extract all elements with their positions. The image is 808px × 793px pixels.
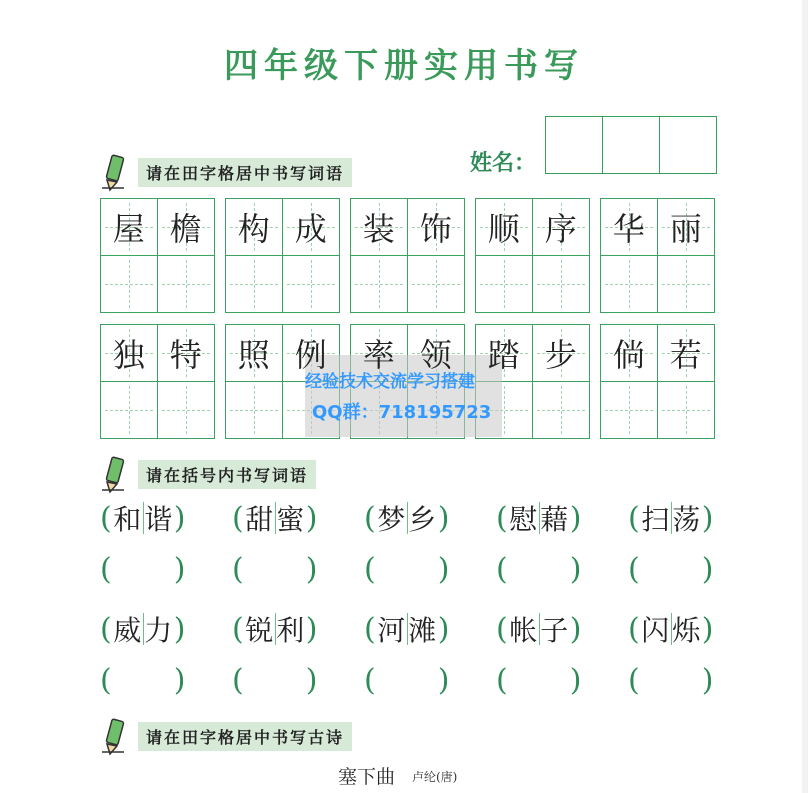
name-label: 姓名： — [470, 151, 537, 176]
section-label: 请在田字格居中书写词语 — [138, 158, 352, 187]
paren-word: ( 锐 利 ) — [232, 609, 322, 649]
character: 慰 — [509, 503, 538, 536]
character-cell — [226, 325, 283, 382]
character: 蜜 — [276, 503, 305, 536]
paren-blank-row-1 — [100, 552, 718, 587]
character: 河 — [377, 614, 406, 647]
word-block — [225, 198, 340, 313]
paren-blank[interactable]: ( ) — [364, 552, 450, 587]
character: 构 — [237, 209, 270, 248]
character: 若 — [669, 335, 702, 374]
poem-title: 塞下曲 — [338, 766, 396, 788]
word-block — [600, 198, 715, 313]
character: 例 — [294, 335, 327, 374]
paren-row-1 — [100, 498, 718, 538]
writing-cell[interactable] — [101, 382, 158, 439]
writing-cell[interactable] — [476, 256, 533, 313]
paren-blank[interactable]: ( ) — [232, 663, 318, 698]
poem-author: 卢纶(唐) — [412, 770, 458, 784]
paren-word: ( 扫 荡 ) — [628, 498, 718, 538]
paren-word: ( 和 谐 ) — [100, 498, 190, 538]
character-cell — [533, 199, 590, 256]
paren-blank[interactable]: ( ) — [628, 663, 714, 698]
character: 荡 — [672, 503, 701, 536]
character: 和 — [113, 503, 142, 536]
character: 扫 — [641, 503, 670, 536]
character: 领 — [419, 335, 452, 374]
name-box[interactable] — [603, 117, 660, 173]
character: 屋 — [112, 209, 145, 248]
writing-cell[interactable] — [283, 256, 340, 313]
character: 谐 — [144, 503, 173, 536]
character-cell — [158, 199, 215, 256]
character-cell — [283, 199, 340, 256]
paren-word: ( 梦 乡 ) — [364, 498, 454, 538]
writing-cell[interactable] — [351, 256, 408, 313]
paren-word: ( 慰 藉 ) — [496, 498, 586, 538]
paren-word: ( 威 力 ) — [100, 609, 190, 649]
section-label: 请在田字格居中书写古诗 — [138, 722, 352, 751]
paren-blank[interactable]: ( ) — [628, 552, 714, 587]
pencil-icon — [100, 716, 128, 756]
paren-blank-row-2 — [100, 663, 718, 698]
paren-blank[interactable]: ( ) — [496, 552, 582, 587]
writing-cell[interactable] — [601, 256, 658, 313]
character: 饰 — [419, 209, 452, 248]
pencil-icon — [100, 152, 128, 192]
writing-cell[interactable] — [226, 382, 283, 439]
paren-blank[interactable]: ( ) — [232, 552, 318, 587]
writing-cell[interactable] — [158, 256, 215, 313]
character: 檐 — [169, 209, 202, 248]
character-cell — [658, 325, 715, 382]
character: 威 — [113, 614, 142, 647]
writing-cell[interactable] — [408, 256, 465, 313]
character: 成 — [294, 209, 327, 248]
word-block — [100, 198, 215, 313]
character-cell — [533, 325, 590, 382]
character-cell — [476, 199, 533, 256]
character: 利 — [276, 614, 305, 647]
character: 序 — [544, 209, 577, 248]
paren-row-2 — [100, 609, 718, 649]
writing-cell[interactable] — [226, 256, 283, 313]
character: 子 — [540, 614, 569, 647]
character: 装 — [362, 209, 395, 248]
character: 率 — [362, 335, 395, 374]
section-label: 请在括号内书写词语 — [138, 460, 316, 489]
word-block — [350, 198, 465, 313]
watermark-qq: QQ群：718195723 — [312, 402, 492, 423]
character: 锐 — [245, 614, 274, 647]
character-cell — [658, 199, 715, 256]
word-block — [475, 198, 590, 313]
character-cell — [601, 199, 658, 256]
writing-cell[interactable] — [658, 382, 715, 439]
character: 独 — [112, 335, 145, 374]
character: 特 — [169, 335, 202, 374]
word-block — [100, 324, 215, 439]
writing-cell[interactable] — [158, 382, 215, 439]
paren-word: ( 河 滩 ) — [364, 609, 454, 649]
writing-cell[interactable] — [601, 382, 658, 439]
writing-cell[interactable] — [533, 382, 590, 439]
writing-cell[interactable] — [533, 256, 590, 313]
section-header-1 — [100, 152, 352, 192]
word-block — [600, 324, 715, 439]
paren-word: ( 帐 子 ) — [496, 609, 586, 649]
character: 照 — [237, 335, 270, 374]
tianzi-row-1 — [100, 198, 715, 313]
character: 闪 — [641, 614, 670, 647]
character-cell — [351, 199, 408, 256]
character-cell — [408, 199, 465, 256]
character-cell — [101, 325, 158, 382]
name-input-boxes[interactable] — [545, 116, 717, 174]
character: 力 — [144, 614, 173, 647]
writing-cell[interactable] — [101, 256, 158, 313]
character-cell — [226, 199, 283, 256]
page-title: 四年级下册实用书写 — [224, 46, 584, 86]
character-cell — [101, 199, 158, 256]
character: 甜 — [245, 503, 274, 536]
name-box[interactable] — [546, 117, 603, 173]
character: 滩 — [408, 614, 437, 647]
character: 帐 — [509, 614, 538, 647]
character: 藉 — [540, 503, 569, 536]
character: 丽 — [669, 209, 702, 248]
writing-cell[interactable] — [658, 256, 715, 313]
character: 烁 — [672, 614, 701, 647]
paren-word: ( 甜 蜜 ) — [232, 498, 322, 538]
name-box[interactable] — [660, 117, 716, 173]
character: 步 — [544, 335, 577, 374]
paren-blank[interactable]: ( ) — [496, 663, 582, 698]
character-cell — [158, 325, 215, 382]
section-header-2 — [100, 454, 316, 494]
paren-blank[interactable]: ( ) — [364, 663, 450, 698]
character: 华 — [612, 209, 645, 248]
character: 梦 — [377, 503, 406, 536]
section-header-3 — [100, 716, 352, 756]
character: 乡 — [408, 503, 437, 536]
character: 顺 — [487, 209, 520, 248]
character-cell — [601, 325, 658, 382]
pencil-icon — [100, 454, 128, 494]
watermark-text: 经验技术交流学习搭建 — [305, 372, 475, 392]
scrollbar[interactable] — [802, 0, 808, 793]
paren-blank[interactable]: ( ) — [100, 552, 186, 587]
paren-word: ( 闪 烁 ) — [628, 609, 718, 649]
character: 踏 — [487, 335, 520, 374]
character: 倘 — [612, 335, 645, 374]
paren-blank[interactable]: ( ) — [100, 663, 186, 698]
